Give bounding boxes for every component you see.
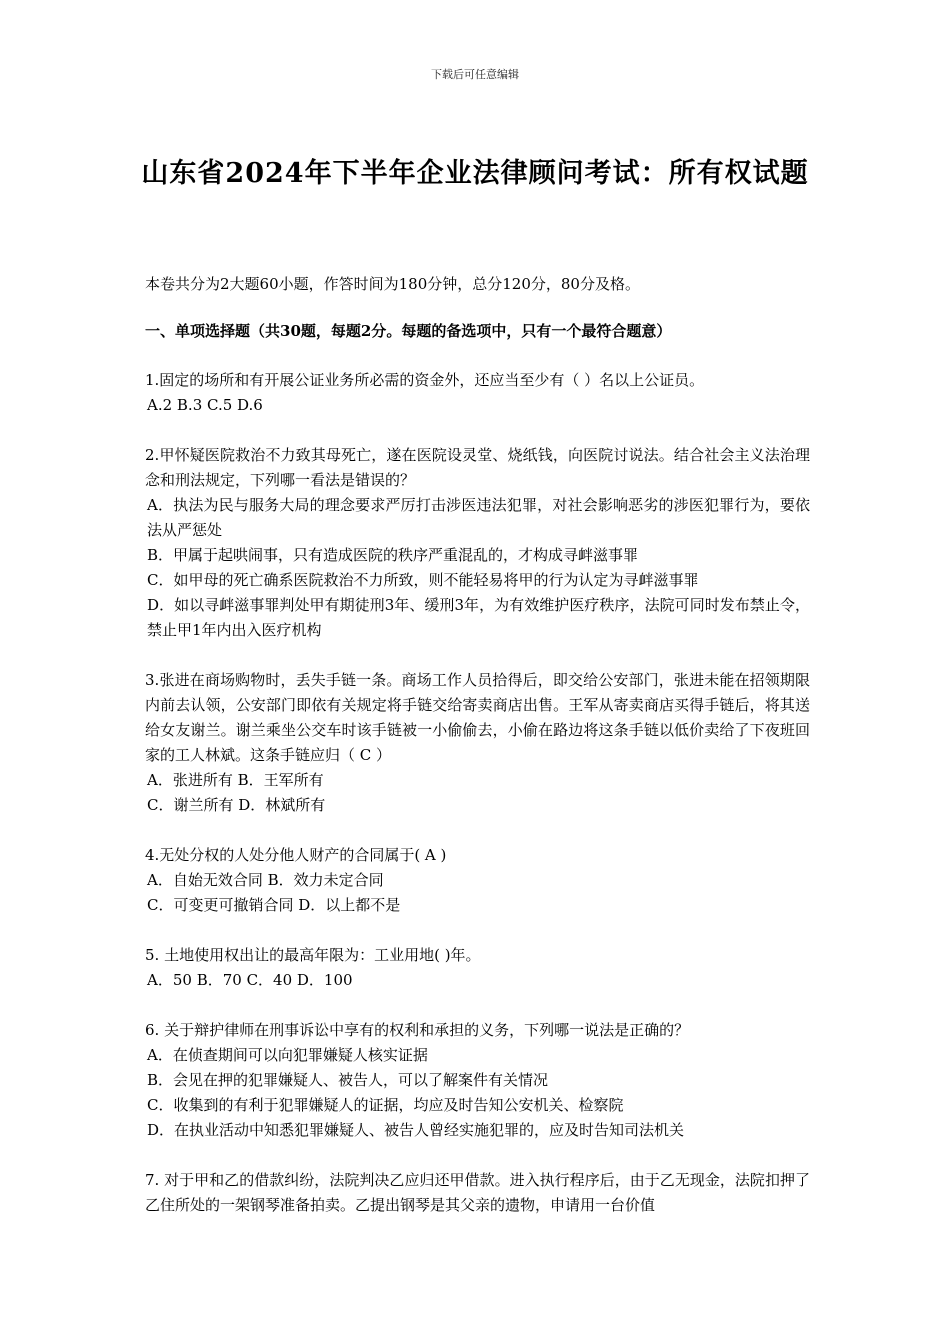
- document-body: [145, 272, 810, 1243]
- question-stem: 2.甲怀疑医院救治不力致其母死亡，遂在医院设灵堂、烧纸钱，向医院讨说法。结合社会主义法治理念和刑法规定，下列哪一看法是错误的？: [145, 446, 810, 489]
- question-stem: 4.无处分权的人处分他人财产的合同属于( A ): [145, 846, 447, 864]
- question-list: [145, 368, 810, 1218]
- question-option: C．收集到的有利于犯罪嫌疑人的证据，均应及时告知公安机关、检察院: [147, 1096, 624, 1114]
- question-option: A．在侦查期间可以向犯罪嫌疑人核实证据: [147, 1046, 428, 1064]
- question-option: A．自始无效合同 B．效力未定合同: [147, 871, 384, 889]
- question-option: B．会见在押的犯罪嫌疑人、被告人，可以了解案件有关情况: [147, 1071, 549, 1089]
- question-stem: 1.固定的场所和有开展公证业务所必需的资金外，还应当至少有（ ）名以上公证员。: [145, 371, 705, 389]
- question-item: [145, 668, 810, 818]
- question-stem: 3.张进在商场购物时，丢失手链一条。商场工作人员拾得后，即交给公安部门，张进未能在招领期限内前去认领，公安部门即依有关规定将手链交给寄卖商店出售。王军从寄卖商店买得手链后，将其送给女友谢兰。谢兰乘坐公交车时该手链被一小偷偷去，小偷在路边将这条手链以低价卖给了下夜班回家的工人林斌。这条手链应归（ C ）: [145, 671, 810, 764]
- question-option: A．执法为民与服务大局的理念要求严厉打击涉医违法犯罪，对社会影响恶劣的涉医犯罪行为，要依法从严惩处: [147, 496, 810, 539]
- question-option: C．如甲母的死亡确系医院救治不力所致，则不能轻易将甲的行为认定为寻衅滋事罪: [147, 571, 699, 589]
- section-heading: 一、单项选择题（共30题，每题2分。每题的备选项中，只有一个最符合题意）: [145, 322, 672, 340]
- question-item: [145, 843, 810, 918]
- question-option: D．如以寻衅滋事罪判处甲有期徒刑3年、缓刑3年，为有效维护医疗秩序，法院可同时发布禁止令，禁止甲1年内出入医疗机构: [147, 596, 810, 639]
- question-option: D．在执业活动中知悉犯罪嫌疑人、被告人曾经实施犯罪的，应及时告知司法机关: [147, 1121, 685, 1139]
- question-option: A.2 B.3 C.5 D.6: [147, 396, 263, 414]
- exam-intro: 本卷共分为2大题60小题，作答时间为180分钟，总分120分，80分及格。: [145, 275, 640, 293]
- question-stem: 7. 对于甲和乙的借款纠纷，法院判决乙应归还甲借款。进入执行程序后，由于乙无现金，法院扣押了乙住所处的一架钢琴准备拍卖。乙提出钢琴是其父亲的遗物，申请用一台价值: [145, 1171, 810, 1214]
- question-option: B．甲属于起哄闹事，只有造成医院的秩序严重混乱的，才构成寻衅滋事罪: [147, 546, 639, 564]
- header-note: 下载后可任意编辑: [431, 68, 519, 81]
- question-item: [145, 368, 810, 418]
- question-item: [145, 443, 810, 643]
- question-stem: 6. 关于辩护律师在刑事诉讼中享有的权利和承担的义务，下列哪一说法是正确的？: [145, 1021, 690, 1039]
- question-option: C．谢兰所有 D．林斌所有: [147, 796, 326, 814]
- question-item: [145, 943, 810, 993]
- question-option: C．可变更可撤销合同 D．以上都不是: [147, 896, 401, 914]
- question-option: A．50 B．70 C．40 D．100: [147, 971, 353, 989]
- question-stem: 5. 土地使用权出让的最高年限为：工业用地( )年。: [145, 946, 481, 964]
- question-item: [145, 1168, 810, 1218]
- page-title: 山东省2024年下半年企业法律顾问考试：所有权试题: [141, 158, 809, 189]
- question-option: A．张进所有 B．王军所有: [147, 771, 324, 789]
- question-item: [145, 1018, 810, 1143]
